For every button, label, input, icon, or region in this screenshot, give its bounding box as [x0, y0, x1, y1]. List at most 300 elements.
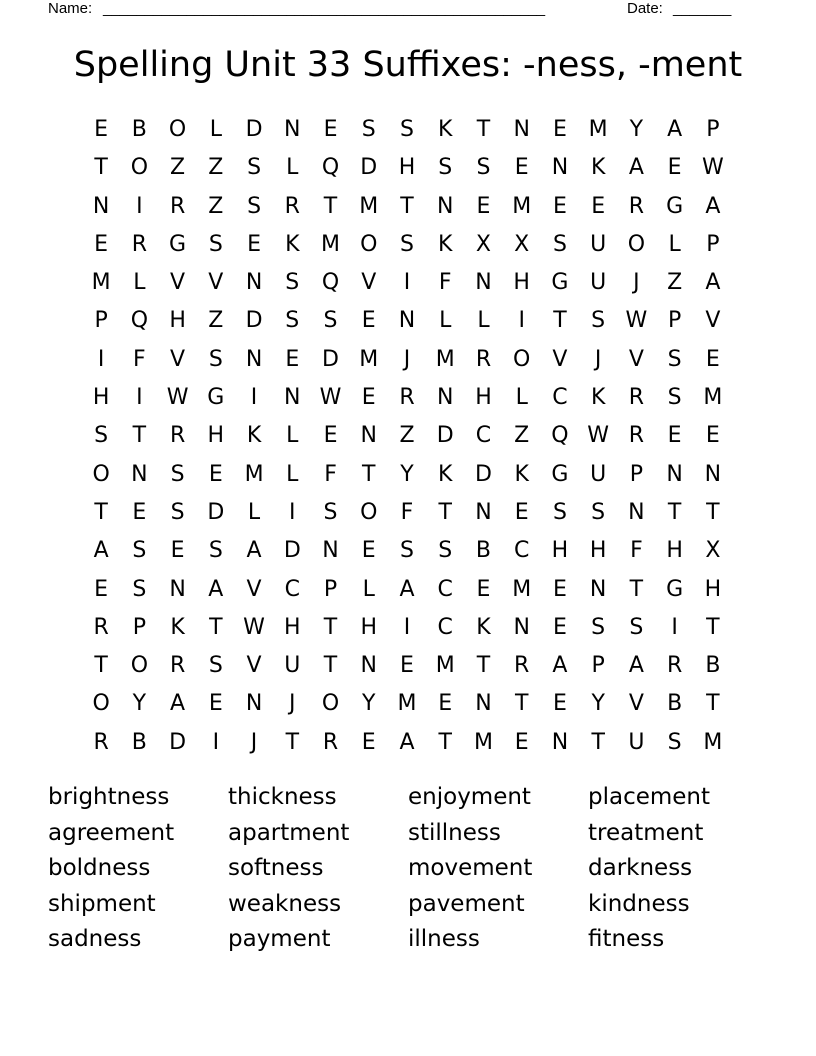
grid-letter[interactable]: M [703, 385, 723, 411]
grid-letter[interactable]: H [475, 385, 492, 411]
grid-letter[interactable]: T [476, 653, 491, 679]
word-list-item: fitness [588, 926, 665, 952]
grid-letter[interactable]: Y [591, 691, 605, 717]
grid-letter[interactable]: Y [362, 691, 376, 717]
grid-letter[interactable]: E [705, 346, 720, 372]
grid-letter[interactable]: V [170, 346, 186, 372]
grid-row [82, 532, 732, 570]
grid-letter[interactable]: Q [321, 270, 340, 296]
grid-letter[interactable]: N [551, 155, 569, 181]
grid-letter[interactable]: L [668, 231, 681, 257]
grid-letter[interactable]: E [514, 729, 529, 755]
grid-letter[interactable]: T [438, 729, 452, 755]
grid-letter[interactable]: E [667, 423, 682, 449]
grid-letter[interactable]: I [289, 499, 296, 525]
grid-letter[interactable]: V [246, 576, 262, 602]
grid-letter[interactable]: W [166, 385, 189, 411]
grid-letter[interactable]: E [208, 461, 223, 487]
grid-letter[interactable]: I [518, 308, 525, 334]
grid-letter[interactable]: L [133, 270, 146, 296]
grid-letter[interactable]: L [247, 499, 261, 525]
grid-letter[interactable]: T [553, 308, 567, 334]
grid-letter[interactable]: M [588, 117, 608, 142]
grid-letter[interactable]: A [399, 576, 415, 602]
grid-letter[interactable]: N [169, 576, 186, 602]
grid-letter[interactable]: D [245, 117, 263, 142]
grid-letter[interactable]: E [94, 576, 109, 602]
grid-letter[interactable]: N [284, 385, 301, 411]
grid-letter[interactable]: S [400, 538, 414, 564]
grid-letter[interactable]: M [359, 193, 379, 219]
grid-letter[interactable]: T [285, 729, 300, 755]
grid-letter[interactable]: G [666, 576, 684, 602]
grid-letter[interactable]: J [289, 691, 296, 717]
grid-letter[interactable]: N [436, 193, 454, 219]
grid-letter[interactable]: R [475, 346, 492, 372]
grid-letter[interactable]: F [438, 270, 452, 296]
grid-letter[interactable]: S [400, 117, 414, 142]
grid-letter[interactable]: T [438, 499, 452, 525]
grid-letter[interactable]: V [246, 653, 262, 679]
grid-letter[interactable]: E [476, 576, 491, 602]
grid-letter[interactable]: E [514, 155, 529, 181]
grid-letter[interactable]: R [284, 193, 300, 219]
grid-letter[interactable]: N [284, 117, 301, 142]
grid-letter[interactable]: K [438, 231, 453, 257]
grid-letter[interactable]: T [400, 193, 414, 219]
grid-letter[interactable]: H [92, 385, 110, 411]
grid-letter[interactable]: V [552, 346, 568, 372]
grid-letter[interactable]: F [400, 499, 414, 525]
grid-letter[interactable]: W [243, 614, 265, 640]
grid-letter[interactable]: A [552, 653, 568, 679]
grid-letter[interactable]: K [590, 385, 606, 411]
grid-letter[interactable]: R [169, 193, 186, 219]
grid-letter[interactable]: S [552, 499, 567, 525]
grid-letter[interactable]: P [706, 231, 720, 257]
grid-letter[interactable]: N [551, 729, 569, 755]
grid-letter[interactable]: E [208, 691, 223, 717]
grid-letter[interactable]: L [209, 117, 222, 142]
grid-letter[interactable]: Q [321, 155, 340, 181]
grid-letter[interactable]: E [361, 385, 376, 411]
grid-letter[interactable]: L [286, 155, 299, 181]
grid-letter[interactable]: A [208, 576, 224, 602]
word-list-item: apartment [228, 819, 350, 846]
grid-letter[interactable]: U [590, 461, 607, 487]
grid-letter[interactable]: E [514, 499, 529, 525]
grid-letter[interactable]: M [397, 691, 417, 717]
grid-letter[interactable]: L [515, 385, 528, 411]
grid-letter[interactable]: F [133, 346, 146, 372]
grid-letter[interactable]: J [633, 270, 640, 296]
grid-letter[interactable]: E [552, 614, 567, 640]
grid-letter[interactable]: C [475, 423, 492, 449]
grid-letter[interactable]: E [438, 691, 453, 717]
grid-letter[interactable]: S [170, 499, 185, 525]
grid-letter[interactable]: H [284, 614, 301, 640]
grid-letter[interactable]: S [361, 117, 376, 142]
grid-letter[interactable]: H [589, 538, 607, 564]
grid-letter[interactable]: F [324, 461, 337, 487]
grid-letter[interactable]: S [323, 308, 338, 334]
grid-letter[interactable]: S [667, 346, 682, 372]
grid-letter[interactable]: N [628, 499, 645, 525]
grid-letter[interactable]: U [284, 653, 301, 679]
grid-letter[interactable]: G [551, 270, 569, 296]
grid-letter[interactable]: U [628, 729, 645, 755]
grid-letter[interactable]: P [94, 308, 108, 334]
grid-letter[interactable]: T [706, 614, 720, 640]
grid-letter[interactable]: C [552, 385, 568, 411]
grid-letter[interactable]: H [513, 270, 530, 296]
grid-letter[interactable]: E [667, 155, 682, 181]
grid-letter[interactable]: N [589, 576, 607, 602]
grid-letter[interactable]: H [666, 538, 683, 564]
grid-letter[interactable]: H [551, 538, 569, 564]
grid-letter[interactable]: K [438, 461, 453, 487]
grid-letter[interactable]: T [514, 691, 529, 717]
grid-letter[interactable]: Z [399, 423, 415, 449]
grid-letter[interactable]: K [514, 461, 529, 487]
grid-letter[interactable]: A [170, 691, 186, 717]
grid-letter[interactable]: R [322, 729, 339, 755]
grid-letter[interactable]: M [435, 653, 455, 679]
grid-letter[interactable]: E [552, 691, 567, 717]
grid-letter[interactable]: O [92, 461, 110, 487]
grid-letter[interactable]: L [286, 461, 299, 487]
grid-letter[interactable]: I [403, 614, 411, 640]
grid-letter[interactable]: S [170, 461, 185, 487]
grid-letter[interactable]: T [209, 614, 223, 640]
grid-letter[interactable]: S [285, 308, 300, 334]
grid-letter[interactable]: S [208, 231, 223, 257]
grid-letter[interactable]: L [477, 308, 490, 334]
grid-letter[interactable]: N [475, 499, 492, 525]
grid-letter[interactable]: Z [208, 308, 224, 334]
grid-letter[interactable]: H [207, 423, 225, 449]
grid-letter[interactable]: S [629, 614, 644, 640]
grid-letter[interactable]: S [400, 231, 414, 257]
grid-letter[interactable]: H [398, 155, 416, 181]
grid-letter[interactable]: B [131, 117, 147, 142]
grid-letter[interactable]: D [207, 499, 225, 525]
grid-letter[interactable]: D [169, 729, 187, 755]
name-field[interactable]: _____________________________________________________ [103, 0, 546, 17]
grid-letter[interactable]: T [362, 461, 376, 487]
grid-letter[interactable]: N [513, 117, 530, 142]
grid-letter[interactable]: C [437, 614, 453, 640]
grid-letter[interactable]: T [94, 653, 108, 679]
grid-letter[interactable]: I [671, 614, 678, 640]
grid-letter[interactable]: S [667, 729, 682, 755]
grid-letter[interactable]: P [132, 614, 146, 640]
word-list-item: weakness [228, 890, 342, 917]
grid-letter[interactable]: G [169, 231, 187, 257]
grid-letter[interactable]: S [438, 155, 453, 181]
grid-letter[interactable]: T [323, 614, 338, 640]
grid-letter[interactable]: S [438, 538, 453, 564]
word-list-item: payment [228, 926, 331, 952]
grid-letter[interactable]: X [705, 538, 721, 564]
grid-letter[interactable]: S [591, 308, 606, 334]
grid-letter[interactable]: M [703, 729, 723, 755]
grid-letter[interactable]: R [93, 614, 109, 640]
grid-letter[interactable]: U [590, 231, 607, 257]
grid-letter[interactable]: Y [629, 117, 644, 142]
grid-letter[interactable]: C [514, 538, 530, 564]
grid-letter[interactable]: N [360, 423, 377, 449]
grid-letter[interactable]: T [667, 499, 682, 525]
grid-letter[interactable]: N [398, 308, 416, 334]
grid-letter[interactable]: E [552, 117, 567, 142]
grid-letter[interactable]: G [551, 461, 569, 487]
grid-letter[interactable]: E [552, 193, 567, 219]
grid-letter[interactable]: O [360, 499, 378, 525]
grid-letter[interactable]: A [399, 729, 415, 755]
grid-letter[interactable]: S [94, 423, 109, 449]
grid-letter[interactable]: I [136, 193, 143, 219]
grid-letter[interactable]: A [667, 117, 683, 142]
grid-row [82, 341, 732, 379]
grid-letter[interactable]: Q [551, 423, 569, 449]
grid-letter[interactable]: X [514, 231, 530, 257]
grid-letter[interactable]: I [136, 385, 143, 411]
grid-letter[interactable]: T [629, 576, 644, 602]
grid-letter[interactable]: Y [132, 691, 147, 717]
grid-letter[interactable]: S [476, 155, 491, 181]
grid-letter[interactable]: Z [208, 155, 224, 181]
grid-letter[interactable]: W [625, 308, 648, 334]
grid-letter[interactable]: E [591, 193, 606, 219]
grid-letter[interactable]: T [94, 155, 108, 181]
grid-letter[interactable]: E [247, 231, 261, 257]
grid-letter[interactable]: T [706, 499, 720, 525]
grid-letter[interactable]: T [706, 691, 720, 717]
grid-letter[interactable]: P [667, 308, 682, 334]
grid-letter[interactable]: Z [170, 155, 186, 181]
grid-letter[interactable]: A [705, 193, 721, 219]
grid-letter[interactable]: R [93, 729, 109, 755]
grid-letter[interactable]: E [361, 538, 376, 564]
grid-letter[interactable]: E [361, 729, 376, 755]
grid-letter[interactable]: M [321, 231, 341, 257]
grid-letter[interactable]: V [628, 346, 644, 372]
grid-letter[interactable]: E [285, 346, 300, 372]
grid-letter[interactable]: V [170, 270, 186, 296]
grid-letter[interactable]: D [436, 423, 454, 449]
grid-letter[interactable]: N [245, 691, 263, 717]
grid-letter[interactable]: O [130, 653, 149, 679]
grid-letter[interactable]: B [131, 729, 147, 755]
grid-letter[interactable]: A [705, 270, 721, 296]
grid-letter[interactable]: B [475, 538, 491, 564]
grid-letter[interactable]: P [591, 653, 605, 679]
grid-letter[interactable]: K [285, 231, 300, 257]
grid-letter[interactable]: T [476, 117, 491, 142]
grid-letter[interactable]: K [590, 155, 606, 181]
grid-letter[interactable]: H [360, 614, 378, 640]
grid-letter[interactable]: E [323, 423, 338, 449]
grid-letter[interactable]: M [435, 346, 455, 372]
grid-letter[interactable]: S [208, 538, 223, 564]
grid-letter[interactable]: M [473, 729, 493, 755]
grid-letter[interactable]: M [91, 270, 111, 296]
grid-letter[interactable]: C [437, 576, 453, 602]
grid-letter[interactable]: S [323, 499, 338, 525]
grid-letter[interactable]: M [359, 346, 379, 372]
grid-letter[interactable]: R [131, 231, 147, 257]
grid-letter[interactable]: L [439, 308, 452, 334]
grid-letter[interactable]: W [587, 423, 610, 449]
grid-letter[interactable]: W [701, 155, 724, 181]
date-field[interactable]: _______ [673, 0, 732, 17]
grid-letter[interactable]: E [705, 423, 720, 449]
grid-letter[interactable]: P [706, 117, 720, 142]
grid-letter[interactable]: H [704, 576, 722, 602]
grid-letter[interactable]: K [438, 117, 453, 142]
grid-letter[interactable]: E [94, 117, 109, 142]
grid-letter[interactable]: S [247, 193, 262, 219]
grid-letter[interactable]: T [323, 193, 338, 219]
grid-letter[interactable]: N [92, 193, 110, 219]
grid-letter[interactable]: O [92, 691, 110, 717]
grid-letter[interactable]: N [322, 538, 339, 564]
grid-row [82, 724, 732, 762]
grid-letter[interactable]: N [475, 691, 492, 717]
grid-letter[interactable]: Q [130, 308, 149, 334]
grid-letter[interactable]: K [170, 614, 185, 640]
grid-letter[interactable]: M [512, 576, 532, 602]
grid-letter[interactable]: V [208, 270, 224, 296]
grid-letter[interactable]: A [93, 538, 109, 564]
grid-letter[interactable]: S [208, 653, 223, 679]
grid-letter[interactable]: C [284, 576, 300, 602]
grid-letter[interactable]: S [247, 155, 262, 181]
grid-letter[interactable]: S [132, 576, 147, 602]
grid-letter[interactable]: I [403, 270, 411, 296]
grid-letter[interactable]: R [628, 423, 645, 449]
grid-letter[interactable]: G [207, 385, 225, 411]
grid-letter[interactable]: S [132, 538, 147, 564]
grid-letter[interactable]: A [246, 538, 262, 564]
grid-letter[interactable]: N [666, 461, 683, 487]
grid-letter[interactable]: N [245, 346, 263, 372]
word-search-grid[interactable] [82, 111, 732, 762]
grid-letter[interactable]: W [319, 385, 342, 411]
grid-letter[interactable]: V [361, 270, 377, 296]
grid-letter[interactable]: N [513, 614, 530, 640]
grid-letter[interactable]: Z [667, 270, 683, 296]
grid-letter[interactable]: G [666, 193, 684, 219]
grid-letter[interactable]: I [212, 729, 220, 755]
grid-letter[interactable]: D [245, 308, 263, 334]
grid-letter[interactable]: D [360, 155, 378, 181]
grid-letter[interactable]: Z [514, 423, 530, 449]
grid-letter[interactable]: S [552, 231, 567, 257]
grid-letter[interactable]: E [94, 231, 109, 257]
grid-letter[interactable]: J [250, 729, 258, 755]
grid-letter[interactable]: P [629, 461, 644, 487]
grid-letter[interactable]: F [630, 538, 643, 564]
grid-letter[interactable]: N [245, 270, 263, 296]
grid-letter[interactable]: S [591, 614, 606, 640]
grid-letter[interactable]: L [362, 576, 375, 602]
grid-letter[interactable]: B [667, 691, 683, 717]
grid-letter[interactable]: E [323, 117, 338, 142]
grid-letter[interactable]: N [475, 270, 492, 296]
grid-letter[interactable]: A [628, 653, 644, 679]
grid-letter[interactable]: P [323, 576, 338, 602]
grid-letter[interactable]: V [705, 308, 721, 334]
grid-letter[interactable]: E [132, 499, 147, 525]
grid-letter[interactable]: O [321, 691, 340, 717]
grid-letter[interactable]: Z [208, 193, 224, 219]
grid-letter[interactable]: U [590, 270, 607, 296]
grid-letter[interactable]: S [208, 346, 223, 372]
grid-letter[interactable]: B [705, 653, 721, 679]
grid-letter[interactable]: O [627, 231, 646, 257]
grid-letter[interactable]: R [628, 385, 645, 411]
grid-letter[interactable]: I [250, 385, 258, 411]
grid-letter[interactable]: X [475, 231, 491, 257]
grid-letter[interactable]: R [169, 423, 186, 449]
grid-letter[interactable]: N [436, 385, 454, 411]
grid-letter[interactable]: A [628, 155, 644, 181]
grid-letter[interactable]: R [514, 653, 530, 679]
grid-letter[interactable]: N [131, 461, 148, 487]
grid-letter[interactable]: O [130, 155, 149, 181]
grid-letter[interactable]: O [168, 117, 187, 142]
grid-letter[interactable]: N [704, 461, 722, 487]
grid-letter[interactable]: K [476, 614, 491, 640]
grid-letter[interactable]: E [400, 653, 414, 679]
grid-letter[interactable]: S [591, 499, 606, 525]
grid-letter[interactable]: T [591, 729, 605, 755]
grid-letter[interactable]: T [94, 499, 108, 525]
grid-letter[interactable]: S [667, 385, 682, 411]
word-list-item: treatment [588, 819, 704, 846]
grid-letter[interactable]: E [476, 193, 491, 219]
grid-letter[interactable]: R [666, 653, 683, 679]
grid-letter[interactable]: R [169, 653, 186, 679]
grid-letter[interactable]: D [322, 346, 339, 372]
grid-letter[interactable]: E [361, 308, 376, 334]
grid-letter[interactable]: M [512, 193, 532, 219]
grid-letter[interactable]: I [97, 346, 105, 372]
grid-letter[interactable]: M [244, 461, 264, 487]
grid-letter[interactable]: T [132, 423, 147, 449]
grid-letter[interactable]: R [628, 193, 645, 219]
grid-letter[interactable]: D [283, 538, 301, 564]
grid-letter[interactable]: L [286, 423, 299, 449]
grid-letter[interactable]: V [628, 691, 644, 717]
grid-letter[interactable]: E [170, 538, 185, 564]
grid-letter[interactable]: E [552, 576, 567, 602]
grid-letter[interactable]: K [246, 423, 262, 449]
grid-letter[interactable]: J [403, 346, 411, 372]
grid-letter[interactable]: D [474, 461, 492, 487]
grid-letter[interactable]: R [399, 385, 415, 411]
grid-letter[interactable]: O [360, 231, 378, 257]
grid-letter[interactable]: Y [400, 461, 414, 487]
grid-letter[interactable]: T [323, 653, 338, 679]
grid-letter[interactable]: H [169, 308, 186, 334]
grid-letter[interactable]: J [594, 346, 602, 372]
grid-letter[interactable]: O [513, 346, 531, 372]
grid-letter[interactable]: S [285, 270, 300, 296]
grid-letter[interactable]: N [360, 653, 377, 679]
